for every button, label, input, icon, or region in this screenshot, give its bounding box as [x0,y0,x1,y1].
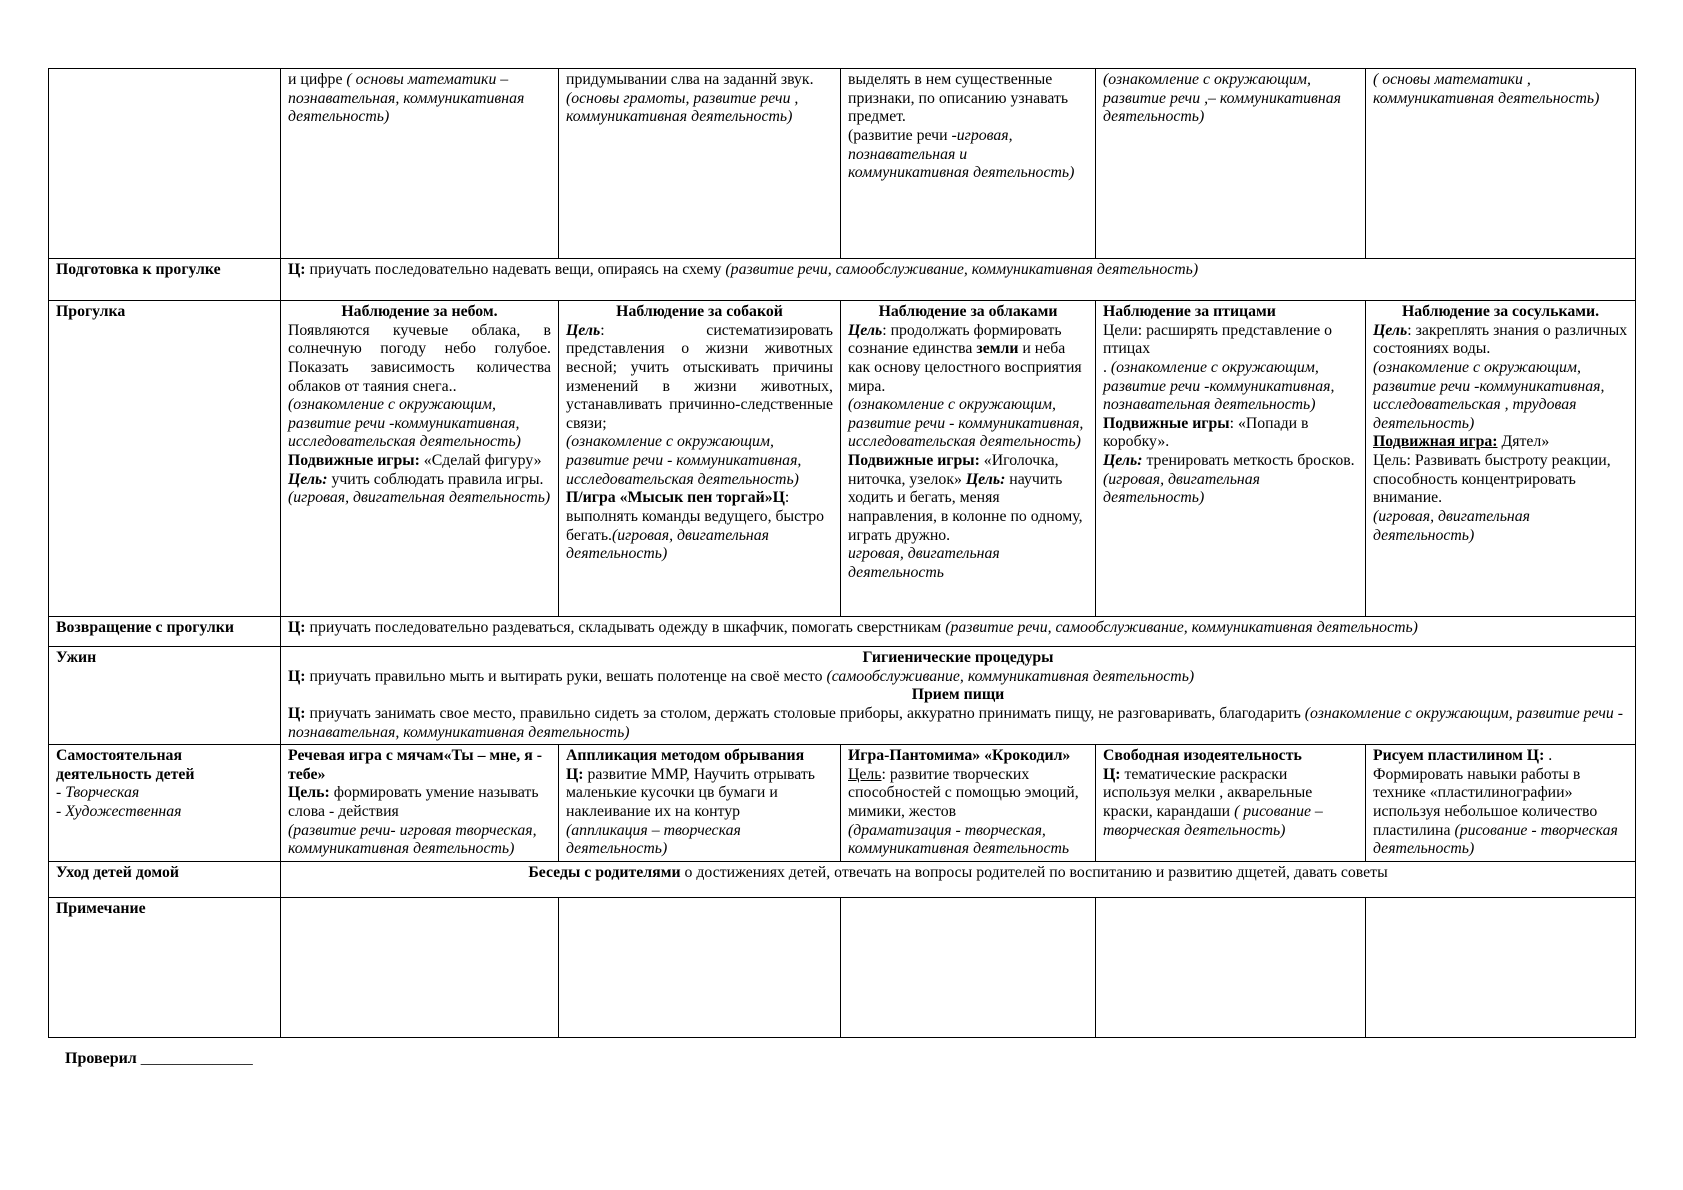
cell-walk-sky [281,301,559,617]
goal-text: приучать последовательно надевать вещи, опираясь на схему [305,261,726,278]
goal-label: Ц: [1103,765,1121,783]
goal-label: Цель: [288,784,330,802]
activity-note: (ознакомление с окружающим, развитие речи -коммуникативная, исследовательская деятельность) [288,396,521,451]
goal-prefix: Ц: [288,261,306,278]
activity-note: (ознакомление с окружающим, развитие речи -коммуникативная, познавательная деятельность) [1103,358,1335,414]
row-label: Подготовка к прогулке [49,259,281,301]
observation-title: Наблюдение за облаками [878,303,1058,320]
observation-title: Наблюдение за собакой [616,303,783,320]
cell-plasticine [1366,745,1636,862]
text: (развитие речи - [848,126,957,144]
activity-note: (рисование - творческая деятельность) [1373,821,1618,858]
activity-note: (игровая, двигательная деятельность) [1103,470,1260,507]
activity-note: ( основы математики , коммуникативная деятельность) [1373,71,1600,107]
activity-note: (игровая, двигательная деятельность) [566,526,769,563]
cell-preparation-goal [281,259,1636,301]
goal-text: : закреплять знания о различных состояниях воды. [1373,321,1628,358]
activity-title: Речевая игра с мячам«Ты – мне, я - тебе» [288,747,542,783]
activity-note: (игровая, двигательная деятельность) [288,489,551,507]
row-label: Уход детей домой [49,861,281,897]
cell-speech-game [281,745,559,862]
daily-plan-table [48,68,1636,1038]
cell-applique [559,745,841,862]
game-name: Дятел» [1497,433,1550,451]
cell-cont-3 [841,69,1096,259]
row-going-home [49,861,1636,897]
goal-label: Цель [566,321,601,339]
activity-note: (игровая, двигательная деятельность) [1373,507,1530,544]
goal-text: Цели: расширять представление о птицах [1103,321,1333,358]
observation-title: Наблюдение за небом. [341,303,498,320]
activity-title: Рисуем пластилином Ц: [1373,747,1545,765]
row-label: Прогулка [49,301,281,617]
games-label: Подвижные игры: [288,452,420,469]
goal-label: Цель [1373,321,1408,339]
row-label-sub: - Художественная [56,803,182,820]
goal-text: и неба как основу целостного восприятия мира. [848,340,1082,395]
row-preparation-walk [49,259,1636,301]
goal-label: Цель [848,321,883,339]
goal-text: Цель: Развивать быстроту реакции, способность концентрировать внимание. [1373,452,1611,507]
goal-text: тренировать меткость бросков. [1142,452,1355,469]
row-label: Возвращение с прогулки [49,617,281,647]
game-label: П/игра «Мысык пен торгай»Ц [566,489,785,507]
activity-note: (ознакомление с окружающим, развитие речи -коммуникативная, исследовательская , трудовая деятельность) [1373,358,1605,432]
cell-pantomime [841,745,1096,862]
activity-note: (основы грамоты, развитие речи , коммуникативная деятельность) [566,89,799,126]
row-label [49,745,281,862]
goal-text: приучать последовательно раздеваться, складывать одежду в шкафчик, помогать сверстникам [305,619,946,636]
activity-note: (развитие речи- игровая творческая, коммуникативная деятельность) [288,821,537,858]
cell-cont-5 [1366,69,1636,259]
cell-note-5 [1366,897,1636,1037]
cell-walk-clouds [841,301,1096,617]
cell-cont-2 [559,69,841,259]
section-heading: Прием пищи [911,686,1005,704]
goal-label: Цель: [288,470,328,488]
talks-label: Беседы с родителями [528,863,681,881]
text: придумывании слва на заданнй звук. [566,71,814,88]
row-walk [49,301,1636,617]
goal-prefix: Ц: [288,619,306,636]
activity-title: Игра-Пантомима» «Крокодил» [848,747,1071,765]
goal-prefix: Ц: [288,667,306,685]
text: . [1103,358,1111,376]
goal-text: : развитие творческих способностей с помощью эмоций, мимики, жестов [848,765,1079,820]
goal-label: Цель [848,765,882,783]
signature-blank: ______________ [140,1050,253,1067]
games-label: Подвижные игры: [848,452,980,469]
game-name: «Иголочка, ниточка, узелок» [848,452,1059,488]
goal-text: развитие ММР, Научить отрывать маленькие кусочки цв бумаги и наклеивание их на контур [566,765,815,820]
row-independent-activity [49,745,1636,862]
cell-cont-4 [1096,69,1366,259]
cell-walk-birds [1096,301,1366,617]
emphasis: земли [976,340,1019,358]
row-dinner [49,647,1636,745]
row-label-title: Самостоятельная деятельность детей [56,747,195,783]
observation-title: Наблюдение за сосульками. [1401,303,1600,320]
goal-text: тематические раскраски используя мелки , акварельные краски, карандаши [1103,765,1313,820]
section-heading: Гигиенические процедуры [862,649,1054,666]
goal-text: формировать умение называть слова - действия [288,784,539,820]
goal-text: Формировать навыки работы в технике «пластилинографии» используя небольшое количество пластилина [1373,765,1598,839]
cell-dinner-content [281,647,1636,745]
games-label: Подвижные игры [1103,414,1230,432]
goal-prefix: Ц: [288,704,306,722]
goal-text: приучать правильно мыть и вытирать руки, вешать полотенце на своё место [305,667,827,685]
goal-label: Ц: [566,765,584,783]
row-label-sub: - Творческая [56,784,140,802]
cell-note-3 [841,897,1096,1037]
goal-text: : продолжать формировать сознание единства [848,321,1062,358]
goal-label: Цель: [1103,452,1143,469]
row-continuation [49,69,1636,259]
text: выделять в нем существенные признаки, по описанию узнавать предмет. [848,71,1069,126]
goal-text: учить соблюдать правила игры. [327,470,544,488]
row-label: Ужин [49,647,281,745]
observation-body: Появляются кучевые облака, в солнечную погоду небо голубое. Показать зависимость количества облаков от таяния снега.. [288,321,551,395]
activity-note: (развитие речи, самообслуживание, коммуникативная деятельность) [725,261,1199,278]
activity-note: (самообслуживание, коммуникативная деятельность) [826,667,1195,685]
activity-note: (аппликация – творческая деятельность) [566,821,741,858]
cell-note-1 [281,897,559,1037]
activity-note: игровая, двигательная деятельность [848,545,1000,581]
cell-note-4 [1096,897,1366,1037]
row-return-walk [49,617,1636,647]
goal-text: научить ходить и бегать, меняя направления, в колонне по одному, играть дружно. [848,470,1083,544]
cell-walk-dog [559,301,841,617]
activity-note: (ознакомление с окружающим, развитие речи - коммуникативная, исследовательская деятельность) [848,396,1084,451]
text: . [1544,747,1553,765]
activity-note: (ознакомление с окружающим, развитие речи - коммуникативная, исследовательская деятельность) [566,433,802,488]
observation-title: Наблюдение за птицами [1103,303,1276,320]
cell-walk-icicles [1366,301,1636,617]
row-label: Примечание [49,897,281,1037]
cell-empty-label [49,69,281,259]
cell-parents-talks [281,861,1636,897]
row-note [49,897,1636,1037]
cell-cont-1 [281,69,559,259]
activity-title: Свободная изодеятельность [1103,747,1302,765]
activity-note: ( рисование – творческая деятельность) [1103,803,1323,839]
cell-return-goal [281,617,1636,647]
goal-text: приучать занимать свое место, правильно сидеть за столом, держать столовые приборы, аккуратно принимать пищу, не разговаривать, благодарить [305,704,1305,722]
activity-note: (ознакомление с окружающим, развитие речи ,– коммуникативная деятельность) [1103,71,1341,126]
text: и цифре [288,71,347,88]
checked-by-label: Проверил [65,1050,137,1067]
game-name: : «Попади в коробку». [1103,414,1309,451]
cell-note-2 [559,897,841,1037]
goal-text: : выполнять команды ведущего, быстро бегать. [566,489,825,544]
activity-title: Аппликация методом обрывания [566,747,805,765]
goal-label: Цель: [965,470,1006,488]
checked-by-line [65,1050,253,1068]
activity-note: (развитие речи, самообслуживание, коммуникативная деятельность) [945,619,1418,636]
activity-note: (ознакомление с окружающим, развитие речи - познавательная, коммуникативная деятельность) [288,704,1623,741]
activity-note: ( основы математики – познавательная, коммуникативная деятельность) [288,71,525,126]
activity-note: игровая, познавательная и коммуникативная деятельность) [848,126,1075,182]
game-name: «Сделай фигуру» [419,452,542,469]
talks-text: о достижениях детей, отвечать на вопросы родителей по воспитанию и развитию дщетей, давать советы [680,863,1388,881]
activity-note: (драматизация - творческая, коммуникативная деятельность [848,821,1070,858]
goal-text: : систематизировать представления о жизни животных весной; учить отыскивать причины изменений в жизни животных, устанавливать причинно-следственные связи; [566,321,833,432]
game-label: Подвижная игра: [1373,433,1498,451]
cell-free-art [1096,745,1366,862]
